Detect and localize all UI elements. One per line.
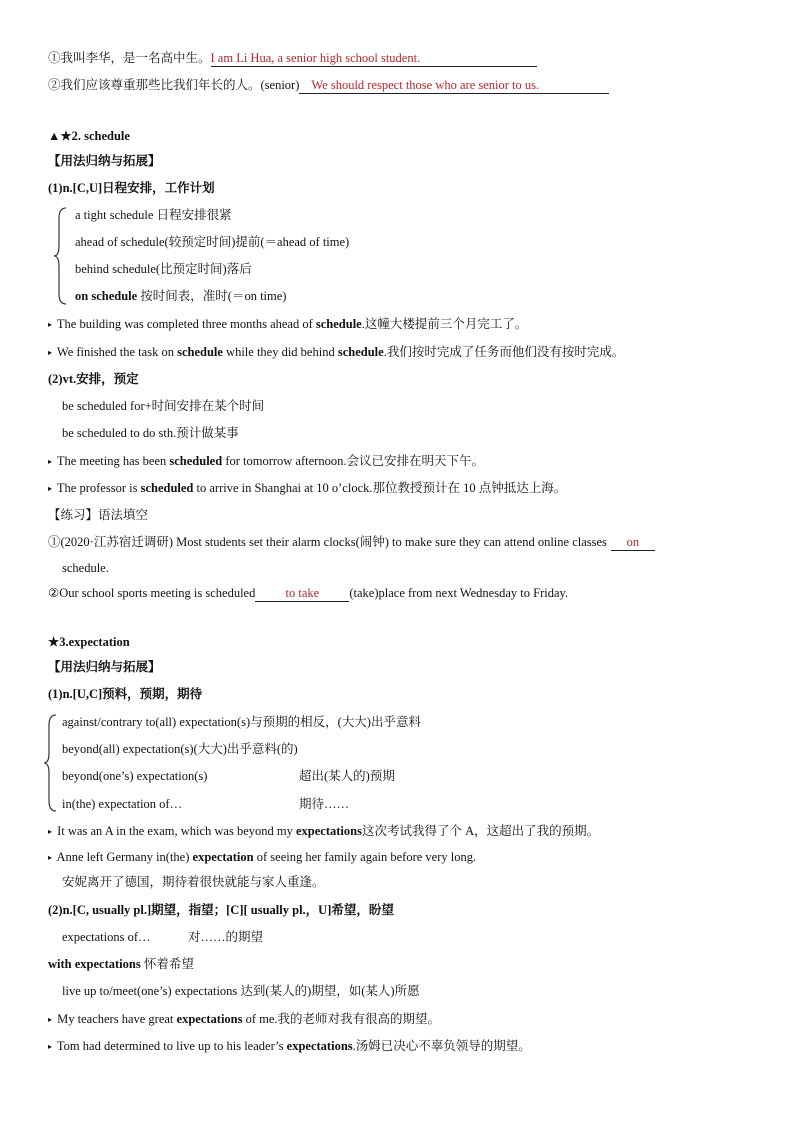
practice-question-1-cont: schedule. bbox=[62, 561, 109, 575]
exercise-answer: We should respect those who are senior to us. bbox=[299, 78, 609, 94]
brace-item: ahead of schedule(较预定时间)提前(＝ahead of time) bbox=[75, 235, 350, 249]
example-sentence: ▸ The professor is scheduled to arrive in Shanghai at 10 o’clock.那位教授预计在 10 点钟抵达上海。 bbox=[48, 480, 566, 498]
phrase-item: be scheduled for+时间安排在某个时间 bbox=[62, 399, 265, 413]
sub-heading-verb: (2)vt.安排，预定 bbox=[48, 372, 139, 386]
exercise-prompt: ①(2020·江苏宿迁调研) Most students set their alarm clocks(闹钟) to make sure they can attend online classes bbox=[48, 535, 607, 549]
brace-item bbox=[75, 288, 286, 304]
exercise-answer: I am Li Hua, a senior high school student. bbox=[211, 51, 537, 67]
practice-question-2 bbox=[48, 585, 568, 602]
section-heading-expectation: ★3.expectation bbox=[48, 635, 130, 649]
brace-item-meaning: 期待…… bbox=[299, 797, 350, 811]
exercise-answer: on bbox=[611, 535, 655, 551]
example-translation: 安妮离开了德国，期待着很快就能与家人重逢。 bbox=[62, 875, 325, 889]
brace-item: in(the) expectation of… bbox=[62, 797, 183, 811]
intro-exercise-2 bbox=[48, 77, 609, 94]
exercise-prompt: (take)place from next Wednesday to Friday. bbox=[349, 586, 569, 600]
example-sentence: ▸ The building was completed three months ahead of schedule.这幢大楼提前三个月完工了。 bbox=[48, 316, 527, 334]
brace-item: against/contrary to(all) expectation(s)与预期的相反，(大大)出乎意料 bbox=[62, 715, 421, 729]
section-heading-schedule: ▲★2. schedule bbox=[48, 129, 130, 143]
brace-item: behind schedule(比预定时间)落后 bbox=[75, 262, 252, 276]
intro-exercise-1 bbox=[48, 50, 537, 67]
phrase-item: expectations of… bbox=[62, 930, 151, 944]
usage-title: 【用法归纳与拓展】 bbox=[48, 660, 161, 674]
phrase-meaning: 对……的期望 bbox=[188, 930, 264, 944]
phrase-item: with expectations 怀着希望 bbox=[48, 957, 194, 971]
exercise-answer: to take bbox=[255, 586, 349, 602]
brace-item: a tight schedule 日程安排很紧 bbox=[75, 208, 232, 222]
brace-item-meaning: 超出(某人的)预期 bbox=[299, 769, 395, 783]
example-sentence: ▸ Tom had determined to live up to his leader’s expectations.汤姆已决心不辜负领导的期望。 bbox=[48, 1038, 531, 1056]
phrase-keyword: on schedule bbox=[75, 289, 138, 303]
phrase-item: be scheduled to do sth.预计做某事 bbox=[62, 426, 239, 440]
exercise-prompt: ②我们应该尊重那些比我们年长的人。(senior) bbox=[48, 78, 300, 92]
curly-brace-icon bbox=[52, 206, 68, 306]
sub-heading-noun: (1)n.[U,C]预料，预期，期待 bbox=[48, 687, 203, 701]
practice-title: 【练习】语法填空 bbox=[48, 508, 149, 522]
practice-question-1 bbox=[48, 534, 655, 551]
curly-brace-icon bbox=[42, 713, 58, 813]
example-sentence: ▸ The meeting has been scheduled for tomorrow afternoon.会议已安排在明天下午。 bbox=[48, 453, 484, 471]
exercise-prompt: ①我叫李华，是一名高中生。 bbox=[48, 51, 211, 65]
phrase-item: live up to/meet(one’s) expectations 达到(某人的)期望，如(某人)所愿 bbox=[62, 984, 420, 998]
example-sentence: ▸ My teachers have great expectations of me.我的老师对我有很高的期望。 bbox=[48, 1011, 440, 1029]
example-sentence: ▸ Anne left Germany in(the) expectation of seeing her family again before very long. bbox=[48, 849, 476, 867]
usage-title: 【用法归纳与拓展】 bbox=[48, 154, 161, 168]
example-sentence: ▸ We finished the task on schedule while they did behind schedule.我们按时完成了任务而他们没有按时完成。 bbox=[48, 344, 624, 362]
brace-item: beyond(all) expectation(s)(大大)出乎意料(的) bbox=[62, 742, 298, 756]
sub-heading-noun-2: (2)n.[C, usually pl.]期望，指望；[C][ usually pl.，U]希望，盼望 bbox=[48, 903, 394, 917]
example-sentence: ▸ It was an A in the exam, which was beyond my expectations这次考试我得了个 A，这超出了我的预期。 bbox=[48, 823, 599, 841]
exercise-prompt: ②Our school sports meeting is scheduled bbox=[48, 586, 256, 600]
phrase-meaning: 按时间表，准时(＝on time) bbox=[137, 289, 287, 303]
sub-heading-noun: (1)n.[C,U]日程安排，工作计划 bbox=[48, 181, 215, 195]
brace-item: beyond(one’s) expectation(s) bbox=[62, 769, 208, 783]
